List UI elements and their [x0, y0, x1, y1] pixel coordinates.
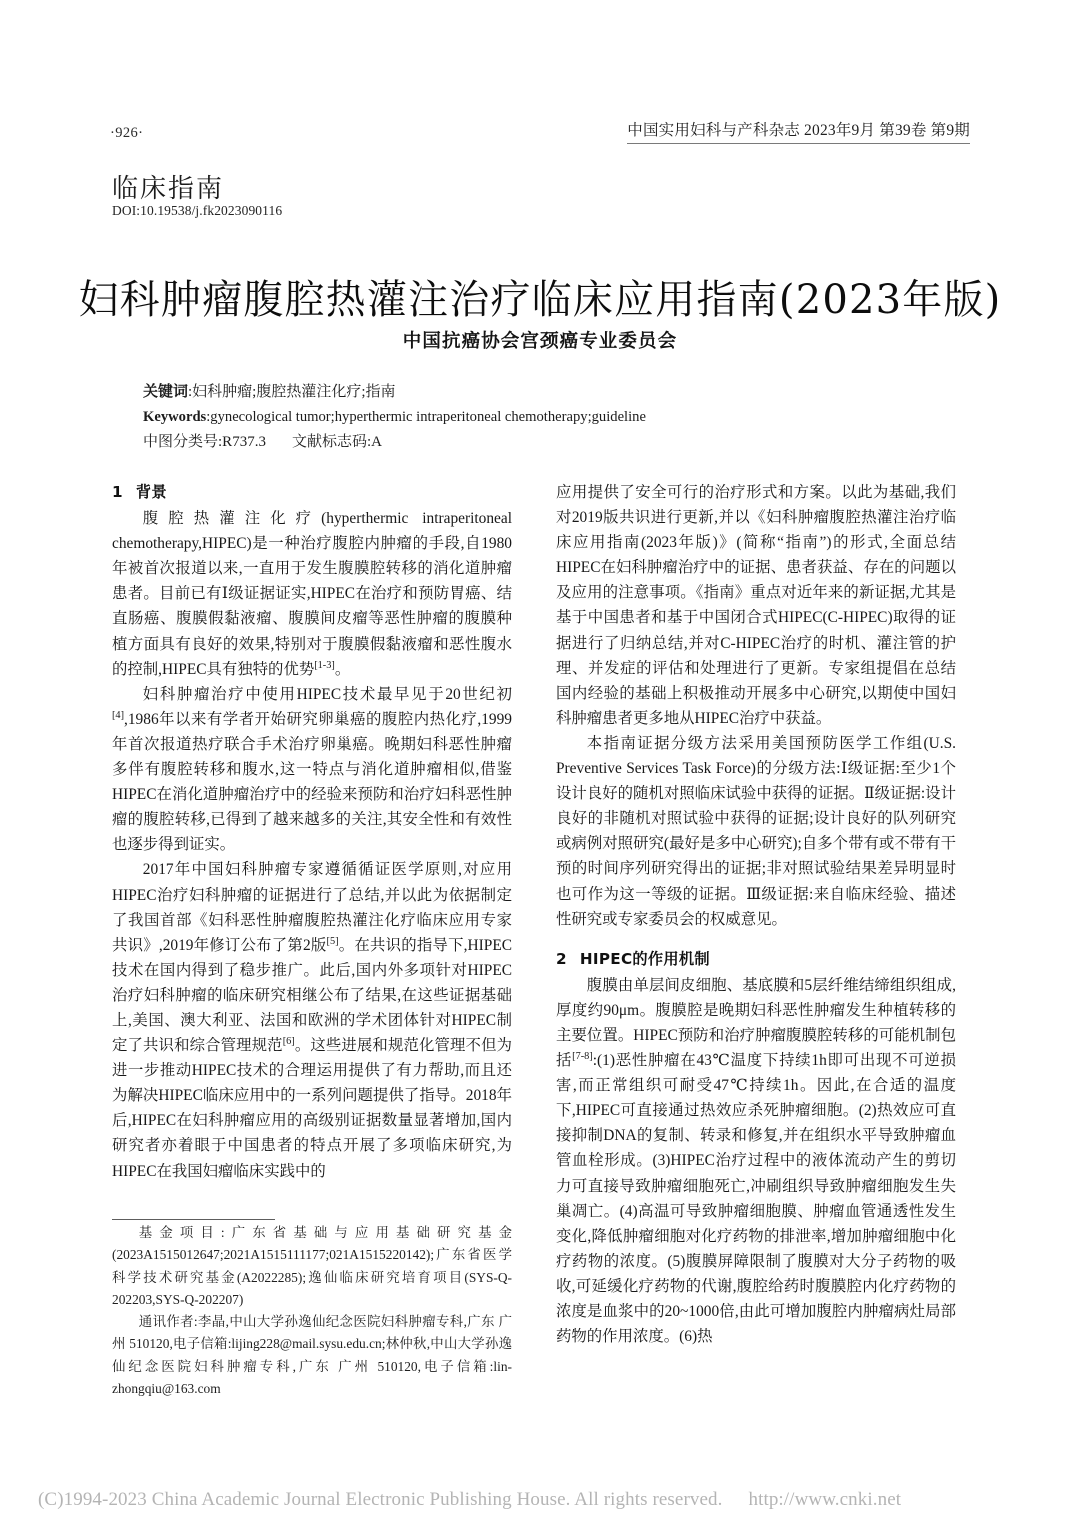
citation-reference: [6]	[282, 1035, 295, 1047]
doc-code-value: :A	[366, 434, 382, 450]
journal-citation: 中国实用妇科与产科杂志 2023年9月 第39卷 第9期	[627, 118, 970, 144]
paragraph	[112, 857, 512, 1183]
page-title: 妇科肿瘤腹腔热灌注治疗临床应用指南(2023年版)	[78, 276, 1002, 323]
paragraph	[112, 682, 512, 858]
cnki-url: http://www.cnki.net	[748, 1489, 902, 1510]
keywords-en-label: Keywords	[143, 409, 207, 425]
corresponding-author-note: 通讯作者:李晶,中山大学孙逸仙纪念医院妇科肿瘤专科,广东 广州 510120,电子信箱:lijing228@mail.sysu.edu.cn;林仲秋,中山大学孙逸仙纪念医院妇科肿瘤专科,广东 广州 510120,电子信箱:lin-zhongqiu@163.com	[112, 1314, 512, 1397]
clc-label: 中图分类号	[143, 434, 219, 450]
keywords-cn-label: 关键词	[143, 384, 189, 400]
article-type-label: 临床指南	[112, 174, 225, 204]
paragraph: 本指南证据分级方法采用美国预防医学工作组(U.S. Preventive Services Task Force)的分级方法:Ⅰ级证据:至少1个设计良好的随机对照临床试验中获得的证据。Ⅱ级证据:设计良好的非随机对照试验中获得的证据;设计良好的队列研究或病例对照研究(最好是多中心研究);自多个带有或不带有干预的时间序列研究得出的证据;非对照试验结果差异明显时也可作为这一等级的证据。Ⅲ级证据:来自临床经验、描述性研究或专家委员会的权威意见。	[556, 734, 956, 928]
body-column-right	[556, 480, 956, 1349]
section-number: 1	[112, 483, 123, 501]
paragraph-text-tail: 。这些进展和规范化管理不但为进一步推动HIPEC技术的合理运用提供了有力帮助,而且还为解决HIPEC临床应用中的一系列问题提供了指导。2018年后,HIPEC在妇科肿瘤应用的高级别证据数量显著增加,国内研究者亦着眼于中国患者的特点开展了多项临床研究,为HIPEC在我国妇瘤临床实践中的	[112, 1037, 512, 1180]
citation-reference: [5]	[326, 935, 339, 947]
funding-note: 基金项目:广东省基础与应用基础研究基金(2023A1515012647;2021A1515111177;021A1515220142);广东省医学科学技术研究基金(A2022285);逸仙临床研究培育项目(SYS-Q-202203,SYS-Q-202207)	[112, 1225, 512, 1307]
classification-line	[143, 430, 943, 455]
body-column-left	[112, 480, 512, 1184]
paragraph-text: 2017年中国妇科肿瘤专家遵循循证医学原则,对应用HIPEC治疗妇科肿瘤的证据进行了总结,并以此为依据制定了我国首部《妇科恶性肿瘤腹腔热灌注化疗临床应用专家共识》,2019年修订公布了第2版	[112, 861, 512, 954]
paragraph	[112, 506, 512, 682]
paragraph-text: 腹膜由单层间皮细胞、基底膜和5层纤维结缔组织组成,厚度约90μm。腹膜腔是晚期妇科恶性肿瘤发生种植转移的主要位置。HIPEC预防和治疗肿瘤腹膜腔转移的可能机制包括	[556, 976, 956, 1070]
paragraph-text: 妇科肿瘤治疗中使用HIPEC技术最早见于20世纪初	[142, 685, 512, 703]
footnote-divider	[112, 1219, 275, 1220]
paragraph-text: 腹腔热灌注化疗(hyperthermic intraperitoneal chemotherapy,HIPEC)是一种治疗腹腔内肿瘤的手段,自1980年被首次报道以来,一直用于发生腹膜腔转移的消化道肿瘤患者。目前已有Ⅰ级证据证实,HIPEC在治疗和预防胃癌、结直肠癌、腹膜假黏液瘤、腹膜间皮瘤等恶性肿瘤的腹膜种植方面具有良好的效果,特别对于腹膜假黏液瘤和恶性腹水的控制,HIPEC具有独特的优势	[112, 510, 512, 678]
doc-code-label: 文献标志码	[291, 434, 367, 450]
section-heading-background	[112, 480, 512, 505]
paragraph-text-tail: 。	[334, 660, 351, 678]
page-folio: ·926·	[110, 125, 144, 141]
cnki-copyright: (C)1994-2023 China Academic Journal Electronic Publishing House. All rights reserved.	[38, 1489, 723, 1510]
section-heading-mechanism	[556, 947, 956, 972]
doi-text: DOI:10.19538/j.fk2023090116	[112, 203, 283, 218]
keywords-en-value: :gynecological tumor;hyperthermic intraperitoneal chemotherapy;guideline	[206, 409, 646, 425]
keywords-cn-value: :妇科肿瘤;腹腔热灌注化疗;指南	[188, 384, 396, 400]
section-title: 背景	[135, 483, 167, 501]
citation-reference: [4]	[112, 709, 125, 721]
keywords-cn-line	[143, 380, 943, 405]
running-head	[110, 118, 970, 144]
clc-value: :R737.3	[218, 434, 266, 450]
section-number: 2	[556, 949, 567, 968]
paragraph	[556, 973, 956, 1349]
cnki-footer	[38, 1489, 1048, 1511]
paragraph-text-tail: :(1)恶性肿瘤在43℃温度下持续1h即可出现不可逆损害,而正常组织可耐受47℃持续1h。因此,在合适的温度下,HIPEC可直接通过热效应杀死肿瘤细胞。(2)热效应可直接抑制DNA的复制、转录和修复,并在组织水平导致肿瘤血管血栓形成。(3)HIPEC治疗过程中的液体流动产生的剪切力可直接导致肿瘤细胞死亡,冲刷组织导致肿瘤细胞发生失巢凋亡。(4)高温可导致肿瘤细胞膜、肿瘤血管通透性发生变化,降低肿瘤细胞对化疗药物的排泄率,增加肿瘤细胞中化疗药物的浓度。(5)腹膜屏障限制了腹膜对大分子药物的吸收,可延缓化疗药物的代谢,腹腔给药时腹膜腔内化疗药物的浓度是血浆中的20~1000倍,由此可增加腹腔内肿瘤病灶局部药物的作用浓度。(6)热	[556, 1052, 956, 1346]
paragraph-text-mid: 。在共识的指导下,HIPEC技术在国内得到了稳步推广。此后,国内外多项针对HIPEC治疗妇科肿瘤的临床研究相继公布了结果,在这些证据基础上,美国、澳大利亚、法国和欧洲的学术团体针对HIPEC制定了共识和综合管理规范	[112, 936, 512, 1055]
keywords-en-line	[143, 405, 943, 430]
citation-reference: [7-8]	[572, 1050, 593, 1062]
section-title: HIPEC的作用机制	[579, 949, 710, 968]
keywords-block	[143, 380, 943, 455]
paragraph: 应用提供了安全可行的治疗形式和方案。以此为基础,我们对2019版共识进行更新,并以《妇科肿瘤腹腔热灌注治疗临床应用指南(2023年版)》(简称“指南”)的形式,全面总结HIPEC在妇科肿瘤治疗中的证据、患者获益、存在的问题以及应用的注意事项。《指南》重点对近年来的新证据,尤其是基于中国患者和基于中国闭合式HIPEC(C-HIPEC)取得的证据进行了归纳总结,并对C-HIPEC治疗的时机、灌注管的护理、并发症的评估和处理进行了更新。专家组提倡在总结国内经验的基础上积极推动开展多中心研究,以期使中国妇科肿瘤患者更多地从HIPEC治疗中获益。	[556, 484, 956, 727]
citation-reference: [1-3]	[314, 659, 335, 671]
author-byline: 中国抗癌协会宫颈癌专业委员会	[402, 332, 678, 352]
footnote-block	[112, 1222, 512, 1400]
paragraph-text-tail: ,1986年以来有学者开始研究卵巢癌的腹腔内热化疗,1999年首次报道热疗联合手术治疗卵巢癌。晚期妇科恶性肿瘤多伴有腹腔转移和腹水,这一特点与消化道肿瘤相似,借鉴HIPEC在消化道肿瘤治疗中的经验来预防和治疗妇科恶性肿瘤的腹腔转移,已得到了越来越多的关注,其安全性和有效性也逐步得到证实。	[112, 710, 512, 854]
